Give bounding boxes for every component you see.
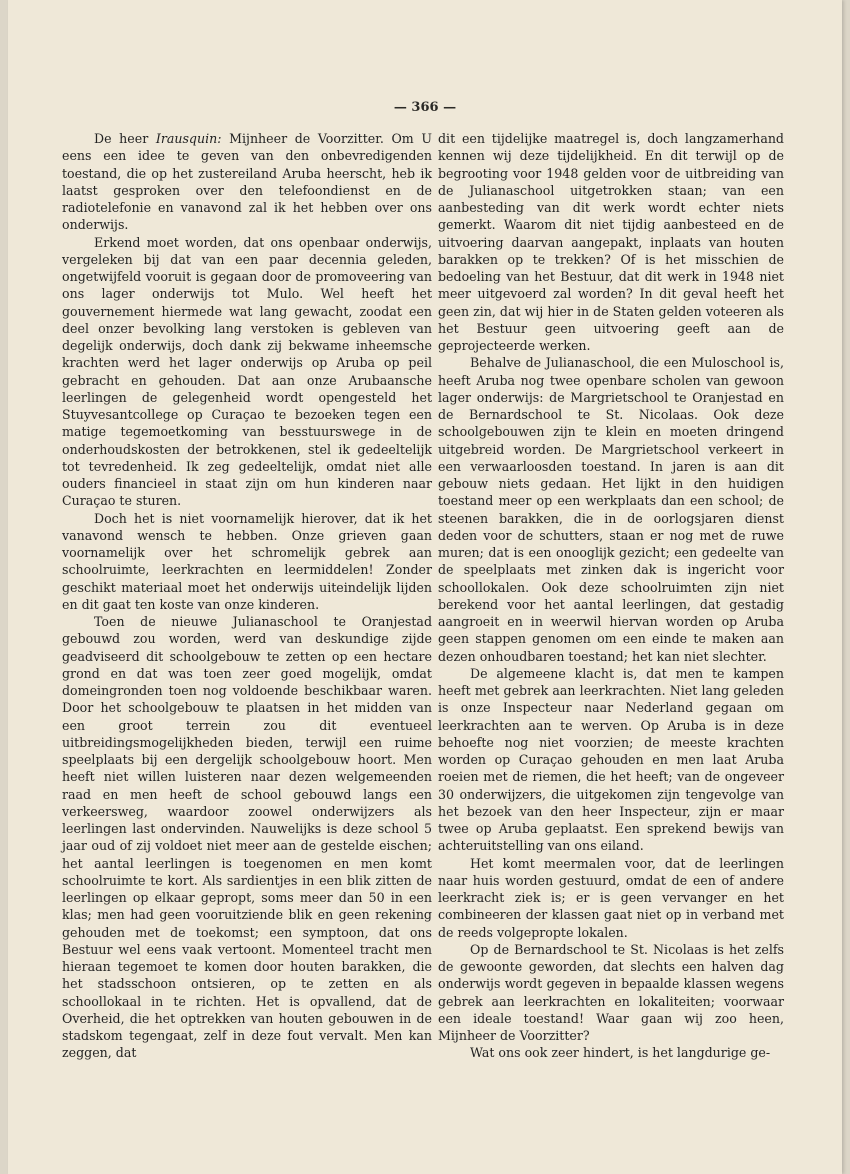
paragraph-text: Mijnheer de Voorzitter. Om U eens een idee te geven van den onbevredigenden toestand, die op het zustereiland Aruba heerscht, heb ik laatst gesproken over den telefoondienst en de radiotelefonie en vanavond zal ik het hebben over ons onderwijs.	[62, 131, 432, 233]
speaker-name: Irausquin:	[155, 131, 222, 146]
paragraph: Het komt meermalen voor, dat de leerlingen naar huis worden gestuurd, omdat de een of andere leerkracht ziek is; er is geen vervanger en het combineeren der klassen gaat niet op in verband met de reeds volgepropte lokalen.	[438, 855, 784, 940]
paragraph	[62, 130, 432, 234]
paragraph: De algemeene klacht is, dat men te kampen heeft met gebrek aan leerkrachten. Niet lang geleden is onze Inspecteur naar Nederland gegaan om leerkrachten aan te werven. Op Aruba is in deze behoefte nog niet voorzien; de meeste krachten worden op Curaçao gehouden en men laat Aruba roeien met de riemen, die het heeft; van de ongeveer 30 onderwijzers, die uitgekomen zijn tengevolge van het bezoek van den heer Inspecteur, zijn er maar twee op Aruba geplaatst. Een sprekend bewijs van achteruitstelling van ons eiland.	[438, 665, 784, 854]
paragraph: Toen de nieuwe Julianaschool te Oranjestad gebouwd zou worden, werd van deskundige zijde geadviseerd dit schoolgebouw te zetten op een hectare grond en dat was toen zeer goed mogelijk, omdat domeingronden toen nog voldoende beschikbaar waren. Door het schoolgebouw te plaatsen in het midden van een groot terrein zou dit eventueel uitbreidingsmogelijkheden bieden, terwijl een ruime speelplaats bij een dergelijk schoolgebouw hoort. Men heeft niet willen luisteren naar dezen welgemeenden raad en men heeft de school gebouwd langs een verkeersweg, waardoor zoowel onderwijzers als leerlingen last ondervinden. Nauwelijks is deze school 5 jaar oud of zij voldoet niet meer aan de gestelde eischen; het aantal leerlingen is toegenomen en men komt schoolruimte te kort. Als sardientjes in een blik zitten de leerlingen op elkaar gepropt, soms meer dan 50 in een klas; men had geen vooruitziende blik en geen rekening gehouden met de toekomst; een symptoon, dat ons Bestuur wel eens vaak vertoont. Momenteel tracht men hieraan tegemoet te komen door houten barakken, die het stadsschoon ontsieren, op te zetten en als schoollokaal in te richten. Het is opvallend, dat de Overheid, die het optrekken van houten gebouwen in de stadskom tegengaat, zelf in deze fout vervalt. Men kan zeggen, dat	[62, 614, 432, 1061]
paragraph: Doch het is niet voornamelijk hierover, dat ik het vanavond wensch te hebben. Onze grieven gaan voornamelijk over het schromelijk gebrek aan schoolruimte, leerkrachten en leermiddelen! Zonder geschikt materiaal moet het onderwijs uiteindelijk lijden en dit gaat ten koste van onze kinderen.	[62, 510, 432, 612]
speaker-prefix: De heer	[94, 131, 156, 146]
left-column	[62, 130, 432, 1062]
paragraph: dit een tijdelijke maatregel is, doch langzamerhand kennen wij deze tijdelijkheid. En dit terwijl op de begrooting voor 1948 gelden voor de uitbreiding van de Julianaschool uitgetrokken staan; van een aanbesteding van dit werk wordt echter niets gemerkt. Waarom dit niet tijdig aanbesteed en de uitvoering daarvan aangepakt, inplaats van houten barakken op te trekken? Of is het misschien de bedoeling van het Bestuur, dat dit werk in 1948 niet meer uitgevoerd zal worden? In dit geval heeft het geen zin, dat wij hier in de Staten gelden voteeren als het Bestuur geen uitvoering geeft aan de geprojecteerde werken.	[438, 131, 784, 353]
right-column	[438, 130, 784, 1062]
page-number: — 366 —	[393, 100, 457, 115]
document-page	[8, 0, 842, 1174]
paragraph: Wat ons ook zeer hindert, is het langdurige ge-	[470, 1045, 771, 1061]
paragraph: Behalve de Julianaschool, die een Muloschool is, heeft Aruba nog twee openbare scholen van gewoon lager onderwijs: de Margrietschool te Oranjestad en de Bernardschool te St. Nicolaas. Ook deze schoolgebouwen zijn te klein en moeten dringend uitgebreid worden. De Margrietschool verkeert in een verwaarloosden toestand. In jaren is aan dit gebouw niets gedaan. Het lijkt in den huidigen toestand meer op een werkplaats dan een school; de steenen barakken, die in de oorlogsjaren dienst deden voor de schutters, staan er nog met de ruwe muren; dat is een onooglijk gezicht; een gedeelte van de speelplaats met zinken dak is ingericht voor schoollokalen. Ook deze schoolruimten zijn niet berekend voor het aantal leerlingen, dat gestadig aangroeit en in weerwil hiervan worden op Aruba geen stappen genomen om een einde te maken aan dezen onhoudbaren toestand; het kan niet slechter.	[438, 355, 784, 664]
paragraph: Op de Bernardschool te St. Nicolaas is het zelfs de gewoonte geworden, dat slechts een halven dag onderwijs wordt gegeven in bepaalde klassen wegens gebrek aan leerkrachten en lokaliteiten; voorwaar een ideale toestand! Waar gaan wij zoo heen, Mijnheer de Voorzitter?	[438, 941, 784, 1043]
paragraph: Erkend moet worden, dat ons openbaar onderwijs, vergeleken bij dat van een paar decennia geleden, ongetwijfeld vooruit is gegaan door de promoveering van ons lager onderwijs tot Mulo. Wel heeft het gouvernement hiermede wat lang gewacht, zoodat een deel onzer bevolking lang verstoken is gebleven van degelijk onderwijs, doch dank zij bekwame inheemsche krachten werd het lager onderwijs op Aruba op peil gebracht en gehouden. Dat aan onze Arubaansche leerlingen de gelegenheid wordt opengesteld het Stuyvesantcollege op Curaçao te bezoeken tegen een matige tegemoetkoming van besstuurswege in de onderhoudskosten der betrokkenen, stel ik gedeeltelijk tot tevredenheid. Ik zeg gedeeltelijk, omdat niet alle ouders financieel in staat zijn om hun kinderen naar Curaçao te sturen.	[62, 234, 432, 509]
